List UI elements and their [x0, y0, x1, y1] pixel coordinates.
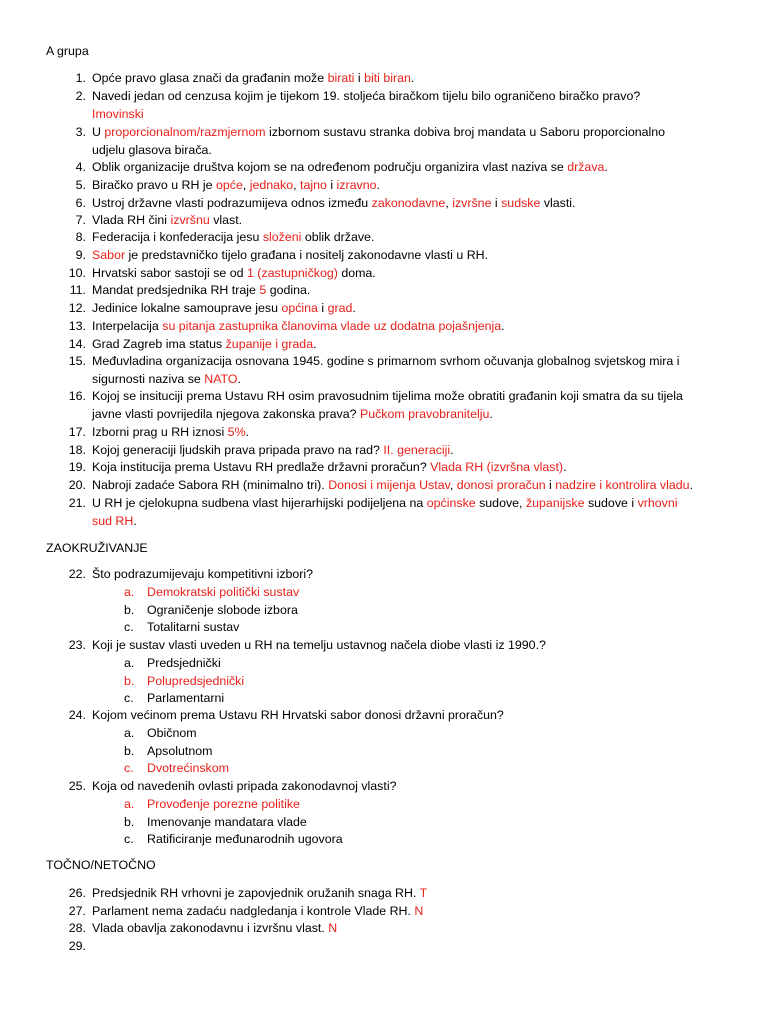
question-number: 11.	[69, 283, 86, 297]
question-text	[92, 106, 144, 123]
option-letter: a.	[124, 797, 135, 811]
question-number: 26.	[68, 886, 86, 900]
question-fragment: i	[491, 196, 502, 210]
question-fragment: .	[133, 514, 137, 528]
answer-text: sud RH	[92, 514, 134, 528]
question-text	[92, 212, 242, 229]
question-fragment: U RH je cjelokupna sudbena vlast hijerarhijski podijeljena na	[92, 496, 427, 510]
question-number: 20.	[68, 478, 86, 492]
question-number: 19.	[68, 460, 86, 474]
option-text: Apsolutnom	[147, 743, 213, 758]
answer-text: nadzire i kontrolira vladu	[555, 478, 690, 492]
question-fragment: Vlada RH čini	[92, 213, 171, 227]
answer-text: tajno	[300, 178, 327, 192]
answer-text: županije i grada	[225, 337, 314, 351]
question-fragment: i	[545, 478, 556, 492]
question-text	[92, 903, 423, 920]
question-text	[92, 88, 640, 105]
question-fragment: sigurnosti naziva se	[92, 372, 205, 386]
option-text: Polupredsjednički	[147, 673, 245, 688]
question-fragment: .	[489, 407, 493, 421]
question-number: 21.	[68, 496, 86, 510]
option-letter: b.	[124, 673, 135, 688]
question-fragment: Predsjednik RH vrhovni je zapovjednik oružanih snaga RH.	[92, 886, 420, 900]
answer-text: Donosi i mijenja Ustav	[328, 478, 450, 492]
question-fragment: Međuvladina organizacija osnovana 1945. godine s primarnom svrhom očuvanja globalnog svjetskog mira i	[92, 354, 680, 368]
question-fragment: ,	[445, 196, 453, 210]
question-number: 24.	[68, 708, 86, 722]
question-number: 3.	[75, 125, 86, 139]
question-fragment: .	[501, 319, 505, 333]
option-text: Imenovanje mandatara vlade	[147, 814, 307, 829]
question-fragment: izbornom sustavu stranka dobiva broj mandata u Saboru proporcionalno	[265, 125, 666, 139]
question-fragment: Oblik organizacije društva kojom se na određenom području organizira vlast naziva se	[92, 160, 568, 174]
question-fragment: javne vlasti povrijedila njegova zakonska prava?	[92, 407, 360, 421]
question-number: 6.	[75, 196, 86, 210]
answer-text: 1 (zastupničkog)	[246, 266, 338, 280]
question-number: 14.	[68, 337, 86, 351]
answer-text: biti biran	[364, 71, 411, 85]
question-number: 4.	[75, 160, 86, 174]
question-fragment: Opće pravo glasa znači da građanin može	[92, 71, 328, 85]
question-number: 25.	[68, 779, 86, 793]
question-text	[92, 300, 356, 317]
question-fragment: Vlada obavlja zakonodavnu i izvršnu vlast.	[92, 921, 329, 935]
question-text	[92, 124, 665, 141]
answer-text: proporcionalnom/razmjernom	[104, 125, 266, 139]
answer-text: općina	[281, 301, 318, 315]
question-fragment: Grad Zagreb ima status	[92, 337, 226, 351]
question-fragment: Izborni prag u RH iznosi	[92, 425, 228, 439]
question-number: 8.	[75, 230, 86, 244]
answer-text: 5	[259, 283, 267, 297]
question-fragment: Koja institucija prema Ustavu RH predlaže državni proračun?	[92, 460, 431, 474]
answer-text: donosi proračun	[456, 478, 546, 492]
answer-text: sudske	[501, 196, 541, 210]
question-number: 12.	[68, 301, 86, 315]
option-text: Ograničenje slobode izbora	[147, 602, 298, 617]
question-fragment: .	[352, 301, 356, 315]
question-text	[92, 388, 683, 405]
question-text	[92, 70, 414, 87]
question-number: 17.	[68, 425, 86, 439]
question-fragment: Kojoj se insituciji prema Ustavu RH osim pravosudnim tijelima može obratiti građanin koji smatra da su tijela	[92, 389, 683, 403]
section-heading-multiple-choice: ZAOKRUŽIVANJE	[46, 541, 148, 555]
answer-text: N	[328, 921, 338, 935]
answer-text: Vlada RH (izvršna vlast)	[430, 460, 564, 474]
question-number: 22.	[68, 567, 86, 581]
option-letter: a.	[124, 726, 135, 740]
option-letter: c.	[124, 761, 134, 775]
question-number: 29.	[68, 939, 86, 953]
question-fragment: Jedinice lokalne samouprave jesu	[92, 301, 282, 315]
question-number: 7.	[75, 213, 86, 227]
question-text	[92, 177, 380, 194]
question-fragment: .	[604, 160, 608, 174]
question-fragment: doma.	[337, 266, 376, 280]
answer-text: izravno	[336, 178, 377, 192]
option-text: Totalitarni sustav	[147, 620, 240, 634]
question-text	[92, 513, 137, 530]
question-number: 23.	[68, 638, 86, 652]
question-fragment: .	[563, 460, 567, 474]
option-letter: c.	[124, 832, 134, 846]
question-text	[92, 495, 678, 512]
question-fragment: godina.	[266, 283, 311, 297]
answer-text: složeni	[262, 230, 302, 244]
answer-text: izvršnu	[170, 213, 210, 227]
question-number: 27.	[68, 904, 86, 918]
answer-text: izvršne	[452, 196, 492, 210]
answer-text: 5%	[227, 425, 246, 439]
question-text	[92, 424, 249, 441]
question-text	[92, 247, 488, 264]
option-letter: a.	[124, 585, 135, 599]
option-text: Demokratski politički sustav	[147, 585, 300, 599]
option-letter: b.	[124, 602, 135, 617]
question-text: Što podrazumijevaju kompetitivni izbori?	[92, 567, 314, 581]
question-text	[92, 336, 317, 353]
answer-text: su pitanja zastupnika članovima vlade uz dodatna pojašnjenja	[162, 319, 502, 333]
answer-text: država	[567, 160, 605, 174]
answer-text: T	[419, 886, 428, 900]
question-fragment: oblik države.	[301, 230, 375, 244]
question-fragment: vlasti.	[540, 196, 576, 210]
question-text: Koji je sustav vlasti uveden u RH na temelju ustavnog načela diobe vlasti iz 1990.?	[92, 638, 546, 652]
question-text	[92, 885, 427, 902]
question-text	[92, 459, 567, 476]
question-number: 1.	[75, 71, 86, 85]
question-fragment: i	[326, 178, 337, 192]
question-number: 18.	[68, 443, 86, 457]
question-fragment: Mandat predsjednika RH traje	[92, 283, 260, 297]
question-fragment: ,	[242, 178, 250, 192]
answer-text: županijske	[525, 496, 585, 510]
question-number: 2.	[75, 89, 86, 103]
answer-text: birati	[327, 71, 355, 85]
question-text: Koja od navedenih ovlasti pripada zakonodavnoj vlasti?	[92, 779, 397, 793]
option-letter: b.	[124, 743, 135, 758]
question-text	[92, 142, 212, 159]
question-fragment: Federacija i konfederacija jesu	[92, 230, 263, 244]
option-text: Parlamentarni	[147, 691, 225, 705]
question-text	[92, 442, 454, 459]
question-fragment: .	[237, 372, 241, 386]
question-fragment: Parlament nema zadaću nadgledanja i kontrole Vlade RH.	[92, 904, 415, 918]
answer-text: NATO	[204, 372, 238, 386]
question-fragment: je predstavničko tijelo građana i nositelj zakonodavne vlasti u RH.	[125, 248, 489, 262]
option-letter: c.	[124, 691, 134, 705]
question-text	[92, 318, 505, 335]
option-letter: b.	[124, 814, 135, 829]
answer-text: II. generaciji	[383, 443, 451, 457]
section-heading-a: A grupa	[46, 44, 89, 58]
answer-text: grad	[327, 301, 353, 315]
answer-text: zakonodavne	[371, 196, 446, 210]
question-text	[92, 406, 493, 423]
question-fragment: U	[92, 125, 105, 139]
question-fragment: .	[450, 443, 454, 457]
question-text: Kojom većinom prema Ustavu RH Hrvatski sabor donosi državni proračun?	[92, 708, 504, 722]
question-text	[92, 353, 680, 370]
answer-text: Imovinski	[92, 107, 144, 121]
answer-text: opće	[215, 178, 243, 192]
question-fragment: Hrvatski sabor sastoji se od	[92, 266, 247, 280]
section-heading-true-false: TOČNO/NETOČNO	[46, 858, 156, 872]
question-number: 16.	[68, 389, 86, 403]
question-fragment: .	[245, 425, 250, 439]
option-letter: a.	[124, 656, 135, 670]
option-text: Provođenje porezne politike	[147, 797, 300, 811]
option-text: Običnom	[147, 726, 197, 740]
question-fragment: udjelu glasova birača.	[92, 143, 212, 157]
question-text	[92, 477, 693, 494]
question-fragment: Kojoj generaciji ljudskih prava pripada pravo na rad?	[92, 443, 384, 457]
question-fragment: i	[317, 301, 328, 315]
answer-text: Sabor	[92, 248, 126, 262]
question-fragment: vlast.	[209, 213, 243, 227]
answer-text: općinske	[426, 496, 476, 510]
question-text	[92, 159, 608, 176]
question-text	[92, 371, 241, 388]
question-number: 9.	[75, 248, 86, 262]
question-fragment: sudove i	[584, 496, 638, 510]
option-letter: c.	[124, 620, 134, 634]
question-text	[92, 265, 376, 282]
question-fragment: Navedi jedan od cenzusa kojim je tijekom 19. stoljeća biračkom tijelu bilo ograničeno biračko pravo?	[92, 89, 641, 103]
question-fragment: ,	[449, 478, 457, 492]
answer-text: N	[414, 904, 424, 918]
question-text	[92, 229, 374, 246]
question-text	[92, 920, 337, 937]
answer-text: vrhovni	[637, 496, 678, 510]
question-number: 13.	[68, 319, 86, 333]
question-number: 15.	[68, 354, 86, 368]
question-fragment: i	[354, 71, 365, 85]
question-fragment: Nabroji zadaće Sabora RH (minimalno tri).	[92, 478, 329, 492]
question-fragment: Biračko pravo u RH je	[92, 178, 216, 192]
option-text: Ratificiranje međunarodnih ugovora	[147, 832, 343, 846]
answer-text: Pučkom pravobranitelju	[359, 407, 490, 421]
answer-text: jednako	[249, 178, 294, 192]
question-fragment: ,	[293, 178, 301, 192]
question-fragment: Interpelacija	[92, 319, 163, 333]
question-fragment: Ustroj državne vlasti podrazumijeva odnos između	[92, 196, 372, 210]
option-text: Predsjednički	[147, 656, 221, 670]
question-fragment: .	[376, 178, 380, 192]
question-fragment: .	[689, 478, 694, 492]
question-text	[92, 195, 576, 212]
question-number: 28.	[68, 921, 86, 935]
question-fragment: .	[313, 337, 317, 351]
question-number: 5.	[75, 178, 86, 192]
option-text: Dvotrećinskom	[147, 761, 229, 775]
question-number: 10.	[68, 266, 86, 280]
question-text	[92, 282, 310, 299]
question-fragment: sudove,	[475, 496, 526, 510]
question-fragment: .	[410, 71, 415, 85]
